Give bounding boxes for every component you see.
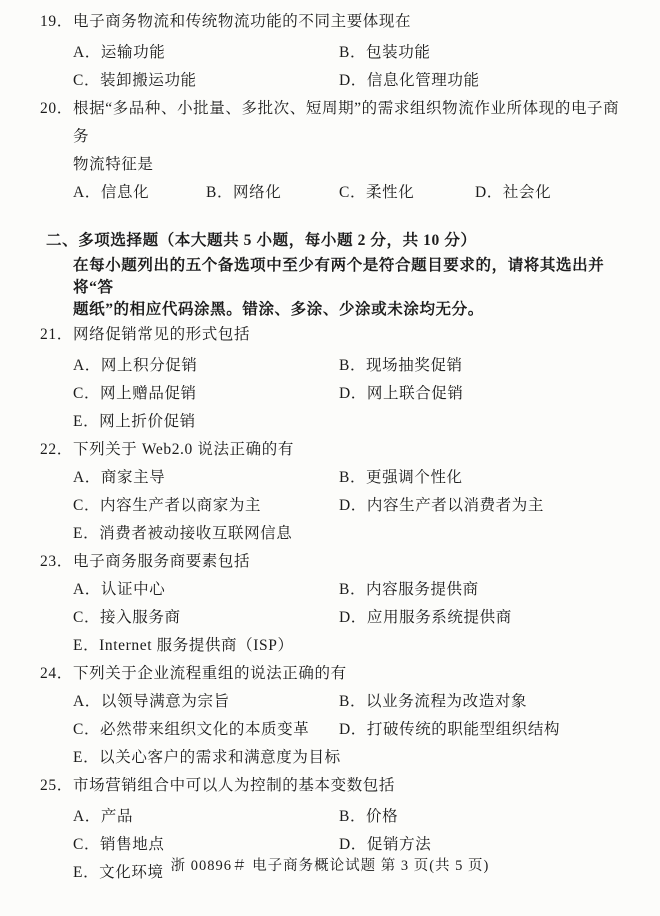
question-23-option-b: B．内容服务提供商 xyxy=(339,581,479,598)
question-25-option-c: C．销售地点 xyxy=(73,836,165,853)
section-2-prefix: 二、 xyxy=(46,232,79,249)
question-25-option-a: A．产品 xyxy=(73,808,134,825)
question-25-option-b: B．价格 xyxy=(339,808,399,825)
question-20-text-line2: 物流特征是 xyxy=(73,156,154,173)
question-22 xyxy=(40,436,634,548)
question-23-number: 23． xyxy=(40,553,73,570)
question-22-option-e: E．消费者被动接收互联网信息 xyxy=(73,525,293,542)
question-24-number: 24． xyxy=(40,665,73,682)
question-24-option-e: E．以关心客户的需求和满意度为目标 xyxy=(73,749,341,766)
question-19 xyxy=(40,8,634,95)
page-footer: 浙 00896＃ 电子商务概论试题 第 3 页(共 5 页) xyxy=(170,858,490,874)
question-21-number: 21． xyxy=(40,326,73,343)
question-22-text: 下列关于 Web2.0 说法正确的有 xyxy=(73,441,294,458)
question-25-number: 25． xyxy=(40,777,73,794)
question-21 xyxy=(40,321,634,436)
question-20 xyxy=(40,95,634,207)
section-2-title: 多项选择题（本大题共 5 小题，每小题 2 分，共 10 分） xyxy=(78,232,477,249)
question-25-text: 市场营销组合中可以人为控制的基本变数包括 xyxy=(73,777,396,794)
question-19-option-a: A．运输功能 xyxy=(73,44,166,61)
question-21-option-e: E．网上折价促销 xyxy=(73,413,196,430)
question-20-option-c: C．柔性化 xyxy=(339,184,415,201)
question-20-option-a: A．信息化 xyxy=(73,184,150,201)
question-22-number: 22． xyxy=(40,441,73,458)
section-2-instructions xyxy=(73,255,634,321)
question-23-option-d: D．应用服务系统提供商 xyxy=(339,609,512,626)
question-19-text: 电子商务物流和传统物流功能的不同主要体现在 xyxy=(73,13,412,30)
question-25-option-d: D．促销方法 xyxy=(339,836,432,853)
question-21-option-a: A．网上积分促销 xyxy=(73,357,198,374)
question-19-option-c: C．装卸搬运功能 xyxy=(73,72,197,89)
question-25-option-e: E．文化环境 xyxy=(73,864,164,881)
question-20-number: 20． xyxy=(40,100,73,117)
question-21-option-b: B．现场抽奖促销 xyxy=(339,357,463,374)
section-2-instructions-line2: 题纸”的相应代码涂黑。错涂、多涂、少涂或未涂均无分。 xyxy=(73,301,484,318)
question-23-option-e: E．Internet 服务提供商（ISP） xyxy=(73,637,294,654)
question-24-option-b: B．以业务流程为改造对象 xyxy=(339,693,528,710)
question-23-text: 电子商务服务商要素包括 xyxy=(73,553,251,570)
question-22-option-b: B．更强调个性化 xyxy=(339,469,463,486)
question-20-text-line1: 根据“多品种、小批量、多批次、短周期”的需求组织物流作业所体现的电子商务 xyxy=(73,100,620,145)
question-23-option-a: A．认证中心 xyxy=(73,581,166,598)
question-24-option-c: C．必然带来组织文化的本质变革 xyxy=(73,721,310,738)
question-21-option-d: D．网上联合促销 xyxy=(339,385,464,402)
question-21-text: 网络促销常见的形式包括 xyxy=(73,326,251,343)
question-19-option-b: B．包装功能 xyxy=(339,44,431,61)
section-2-header xyxy=(40,227,634,255)
question-19-number: 19． xyxy=(40,13,73,30)
question-24-option-d: D．打破传统的职能型组织结构 xyxy=(339,721,561,738)
question-24-text: 下列关于企业流程重组的说法正确的有 xyxy=(73,665,347,682)
question-24-option-a: A．以领导满意为宗旨 xyxy=(73,693,230,710)
question-20-option-d: D．社会化 xyxy=(475,184,552,201)
question-22-option-d: D．内容生产者以消费者为主 xyxy=(339,497,544,514)
question-22-option-a: A．商家主导 xyxy=(73,469,166,486)
question-19-option-d: D．信息化管理功能 xyxy=(339,72,480,89)
question-23-option-c: C．接入服务商 xyxy=(73,609,181,626)
question-20-option-b: B．网络化 xyxy=(206,184,282,201)
section-2-instructions-line1: 在每小题列出的五个备选项中至少有两个是符合题目要求的，请将其选出并将“答 xyxy=(73,257,605,296)
question-22-option-c: C．内容生产者以商家为主 xyxy=(73,497,262,514)
question-21-option-c: C．网上赠品促销 xyxy=(73,385,197,402)
question-23 xyxy=(40,548,634,660)
question-24 xyxy=(40,660,634,772)
